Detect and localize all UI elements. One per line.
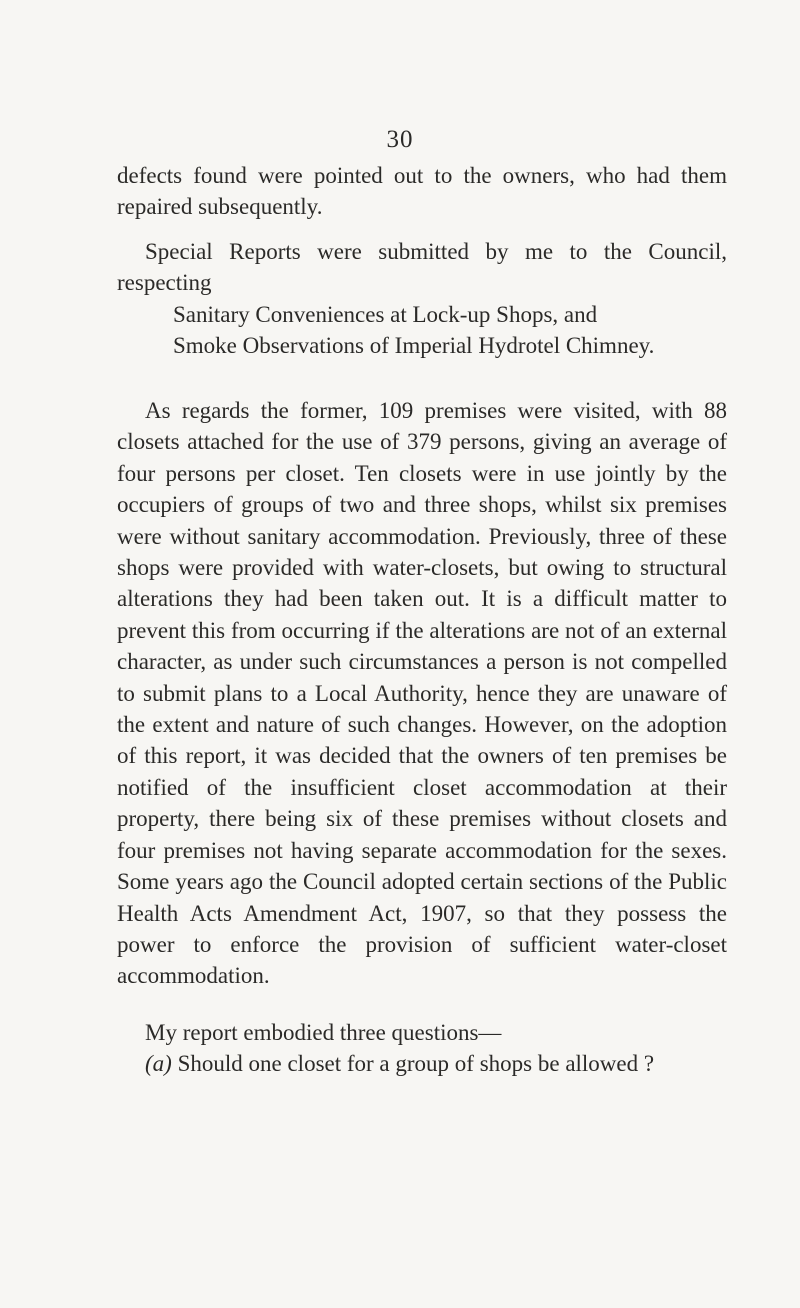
question-item	[145, 1048, 727, 1079]
continuation-paragraph: defects found were pointed out to the owners, who had them repaired subsequently.	[117, 163, 727, 220]
page-number: 30	[386, 126, 414, 153]
questions-section	[117, 1017, 727, 1080]
question-label: (a)	[145, 1051, 172, 1077]
questions-intro: My report embodied three questions—	[145, 1020, 502, 1045]
special-reports-section	[117, 236, 727, 362]
special-reports-intro: Special Reports were submitted by me to the Council, respecting	[117, 239, 727, 296]
report-item-smoke: Smoke Observations of Imperial Hydrotel Chimney.	[173, 333, 655, 359]
former-report-paragraph: As regards the former, 109 premises were visited, with 88 closets attached for the use of 379 persons, giving an average of four persons per closet. Ten closets were in use jointly by the occupiers of groups of two and three shops, whilst six premises were without sanitary accommodation. Previously, three of these shops were provided with water-closets, but owing to structural alterations they had been taken out. It is a difficult matter to prevent this from occurring if the alterations are not of an external character, as under such circumstances a person is not compelled to submit plans to a Local Authority, hence they are unaware of the extent and nature of such changes. However, on the adoption of this report, it was decided that the owners of ten premises be notified of the insufficient closet accommodation at their property, there being six of these premises without closets and four premises not having separate accommodation for the sexes. Some years ago the Council adopted certain sections of the Public Health Acts Amendment Act, 1907, so that they possess the power to enforce the provision of sufficient water-closet accommodation.	[117, 398, 727, 989]
question-text: Should one closet for a group of shops be allowed ?	[177, 1051, 655, 1077]
report-item-sanitary: Sanitary Conveniences at Lock-up Shops, and	[173, 301, 598, 327]
